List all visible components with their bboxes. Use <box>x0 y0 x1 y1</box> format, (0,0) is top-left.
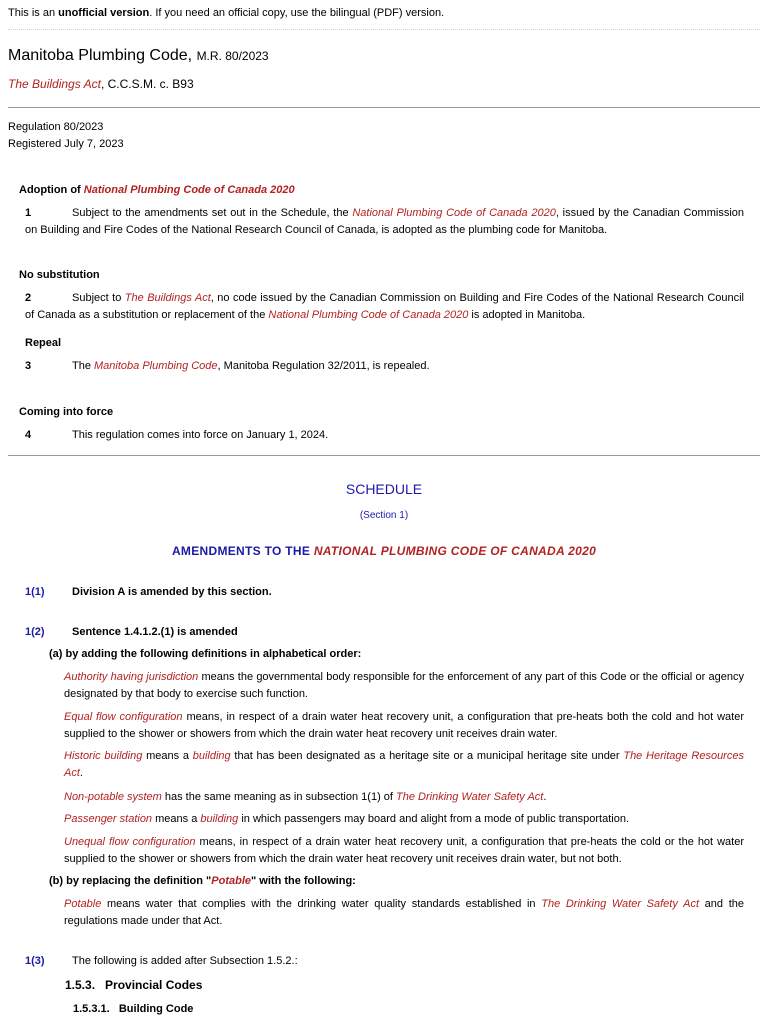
definition-non-potable-system: Non-potable system has the same meaning as in subsection 1(1) of The Drinking Water Safety Act. <box>64 791 547 803</box>
divider <box>8 29 760 30</box>
regulation-link[interactable]: Manitoba Plumbing Code <box>94 360 218 372</box>
schedule-heading: AMENDMENTS TO THE NATIONAL PLUMBING CODE OF CANADA 2020 <box>171 544 597 558</box>
schedule-subtitle: (Section 1) <box>359 510 409 521</box>
code-title-link[interactable]: National Plumbing Code of Canada 2020 <box>268 309 469 321</box>
section-heading-adoption: Adoption of National Plumbing Code of Canada 2020 <box>19 184 295 196</box>
code-title-link[interactable]: National Plumbing Code of Canada 2020 <box>352 207 556 219</box>
article-heading-building-code: 1.5.3.1. Building Code <box>73 1003 194 1015</box>
section-text: Subject to the amendments set out in the Schedule, the National Plumbing Code of Canada 2020, issued by the Canadian Commission on Building and Fire Codes of the National Research Council of Canada, is adopted as the plumbing code for Manitoba. <box>25 207 744 236</box>
act-link[interactable]: The Buildings Act <box>124 292 211 304</box>
section-heading-no-substitution: No substitution <box>19 269 100 281</box>
clause-a: (a) by adding the following definitions in alphabetical order: <box>49 648 362 660</box>
section-heading-repeal: Repeal <box>25 337 62 349</box>
definition-equal-flow-configuration: Equal flow configuration means, in respect of a drain water heat recovery unit, a configuration that pre-heats both the cold and hot water supplied to the shower or showers from which the drain water heat recovery unit receives drain water. <box>64 711 744 740</box>
unofficial-version-notice: This is an unofficial version. If you need an official copy, use the bilingual (PDF) version. <box>8 7 445 19</box>
definition-potable: Potable means water that complies with the drinking water quality standards established in The Drinking Water Safety Act and the regulations made under that Act. <box>64 898 744 927</box>
act-link[interactable]: The Heritage Resources Act <box>64 750 744 779</box>
enabling-act: The Buildings Act, C.C.S.M. c. B93 <box>8 77 194 91</box>
definition-authority-having-jurisdiction: Authority having jurisdiction means the governmental body responsible for the enforcement of any part of this Code or the official or agency designated by that body to exercise such function. <box>64 671 744 700</box>
page-title: Manitoba Plumbing Code, M.R. 80/2023 <box>8 47 269 64</box>
section-text: Subject to The Buildings Act, no code issued by the Canadian Commission on Building and Fire Codes of the National Research Council of Canada as a substitution or replacement of the National Plumbing Code of Canada 2020 is adopted in Manitoba. <box>25 292 744 321</box>
amendment-text: The following is added after Subsection 1.5.2.: <box>72 955 298 967</box>
schedule-title: SCHEDULE <box>345 481 423 497</box>
section-text: This regulation comes into force on January 1, 2024. <box>72 429 329 441</box>
act-link[interactable]: The Drinking Water Safety Act <box>541 898 700 910</box>
section-number: 4 <box>25 429 32 441</box>
divider <box>8 455 760 456</box>
amendment-text: Sentence 1.4.1.2.(1) is amended <box>72 626 238 638</box>
act-link[interactable]: The Buildings Act <box>8 77 101 91</box>
amendment-text: Division A is amended by this section. <box>72 586 272 598</box>
defined-term-link[interactable]: building <box>200 813 239 825</box>
amendment-number: 1(3) <box>25 955 45 967</box>
registration-date: Registered July 7, 2023 <box>8 138 124 150</box>
divider <box>8 107 760 108</box>
amendment-number: 1(1) <box>25 586 45 598</box>
definition-historic-building: Historic building means a building that has been designated as a heritage site or a municipal heritage site under The Heritage Resources Act. <box>64 750 744 779</box>
clause-b: (b) by replacing the definition "Potable" with the following: <box>49 875 356 887</box>
subsection-heading-provincial-codes: 1.5.3. Provincial Codes <box>65 978 203 992</box>
section-number: 3 <box>25 360 32 372</box>
amendment-number: 1(2) <box>25 626 45 638</box>
definition-unequal-flow-configuration: Unequal flow configuration means, in respect of a drain water heat recovery unit, a configuration that pre-heats the cold or the hot water supplied to the shower or showers from which the drain water heat recovery unit receives drain water, but not both. <box>64 836 745 865</box>
section-number: 1 <box>25 207 32 219</box>
regulation-number: Regulation 80/2023 <box>8 121 104 133</box>
section-heading-coming-into-force: Coming into force <box>19 406 114 418</box>
defined-term-link[interactable]: building <box>192 750 231 762</box>
definition-passenger-station: Passenger station means a building in which passengers may board and alight from a mode of public transportation. <box>64 813 630 825</box>
act-link[interactable]: The Drinking Water Safety Act <box>396 791 544 803</box>
code-title-link[interactable]: National Plumbing Code of Canada 2020 <box>83 184 295 196</box>
section-text: The Manitoba Plumbing Code, Manitoba Regulation 32/2011, is repealed. <box>72 360 430 372</box>
section-number: 2 <box>25 292 32 304</box>
